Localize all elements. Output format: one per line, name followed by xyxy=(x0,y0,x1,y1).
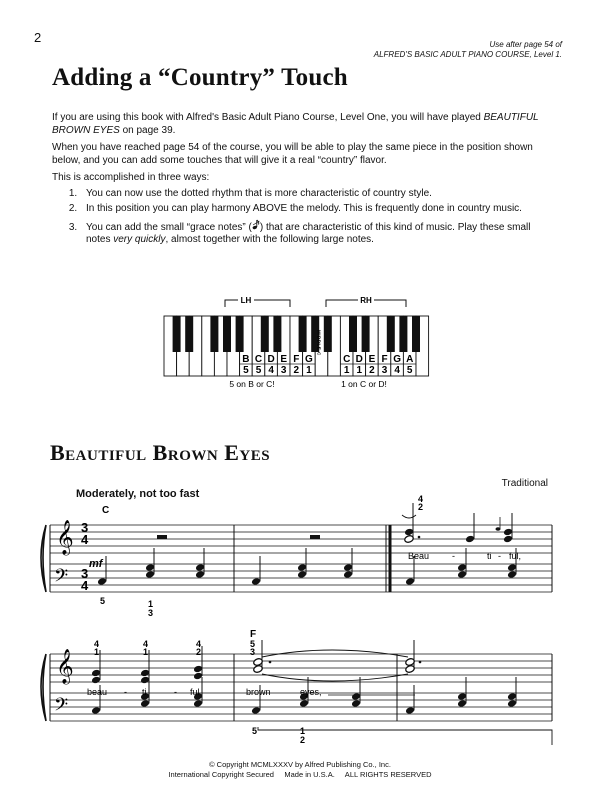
page-number: 2 xyxy=(34,30,42,45)
black-key xyxy=(299,316,307,352)
whole-rest xyxy=(310,535,320,539)
black-key xyxy=(324,316,332,352)
finger-number: 4 xyxy=(418,495,424,504)
key-finger-label: 2 xyxy=(369,365,375,376)
black-key xyxy=(387,316,395,352)
sheet-music xyxy=(0,495,600,755)
finger-number: 1 xyxy=(148,599,154,609)
lyric: ti xyxy=(487,551,492,561)
paragraph-3: This is accomplished in three ways: xyxy=(52,172,210,183)
treble-clef-icon: 𝄞 xyxy=(56,521,74,554)
chord-f: F xyxy=(250,629,257,640)
finger-number: 5 xyxy=(100,596,106,606)
key-finger-label: 5 xyxy=(406,365,413,376)
treble-notes xyxy=(91,640,421,684)
paragraph-1 xyxy=(52,112,556,137)
finger-number: 2 xyxy=(196,647,202,657)
rh-caption: 1 on C or D! xyxy=(341,379,387,389)
lyric: Beau xyxy=(408,551,430,561)
finger-number: 3 xyxy=(148,608,154,618)
item3-text-a: You can add the small “grace notes” ( xyxy=(86,221,252,233)
finger-number: 5 xyxy=(252,726,258,736)
lyric: ful, xyxy=(509,551,522,561)
black-key xyxy=(412,316,420,352)
key-note-label: F xyxy=(293,354,300,365)
key-finger-label: 4 xyxy=(268,365,274,376)
time-sig-bottom-bass: 4 xyxy=(81,578,89,593)
finger-number: 1 xyxy=(94,647,100,657)
treble-clef-icon: 𝄞 xyxy=(56,650,74,683)
use-note xyxy=(302,40,562,60)
finger-number: 4 xyxy=(143,639,149,649)
paragraph-2: When you have reached page 54 of the course, you will be able to play the same piece in the position shown below, and you can add some touches that will give it a real “country” flavor. xyxy=(52,142,533,166)
use-note-line1: Use after page 54 of xyxy=(489,40,562,49)
lh-caption: 5 on B or C! xyxy=(229,379,275,389)
keyboard-diagram xyxy=(150,290,450,390)
item3-text-c: , almost together with the following large notes. xyxy=(165,234,374,245)
bass-clef-icon: 𝄢 xyxy=(54,565,69,590)
time-sig-bottom: 4 xyxy=(81,532,89,547)
p1-song-title: BEAUTIFUL BROWN EYES xyxy=(52,112,539,136)
list-item xyxy=(80,219,556,247)
bass-clef-icon: 𝄢 xyxy=(54,694,69,719)
intro-text xyxy=(52,112,556,250)
key-finger-label: 5 xyxy=(255,365,262,376)
black-key xyxy=(349,316,357,352)
list-item: 1. You can now use the dotted rhythm that is more characteristic of country style. xyxy=(80,188,556,201)
finger-number: 2 xyxy=(418,502,424,512)
finger-number: 5 xyxy=(250,639,256,649)
finger-number: 1 xyxy=(143,647,149,657)
black-key xyxy=(210,316,218,352)
key-finger-label: 4 xyxy=(394,365,400,376)
key-finger-label: 3 xyxy=(280,365,287,376)
grace-note-icon xyxy=(252,219,260,235)
key-note-label: E xyxy=(280,354,288,365)
copyright-line1: © Copyright MCMLXXXV by Alfred Publishing Co., Inc. xyxy=(209,760,391,769)
finger-number: 4 xyxy=(94,639,100,649)
key-finger-label: 5 xyxy=(243,365,249,376)
key-note-label: G xyxy=(393,354,401,365)
lyric: - xyxy=(498,551,501,561)
lyric: - xyxy=(452,551,455,561)
lyric: brown xyxy=(246,687,271,697)
finger-number: 3 xyxy=(250,647,256,657)
key-note-label: B xyxy=(242,354,250,365)
p1-prefix: If you are using this book with Alfred's Basic Adult Piano Course, Level One, you will have played xyxy=(52,112,484,123)
lyric: - xyxy=(124,687,127,697)
ways-list xyxy=(52,188,556,247)
system-2 xyxy=(41,629,552,745)
middle-c-label: MIDDLE C xyxy=(316,330,322,356)
copyright xyxy=(0,760,600,779)
p1-suffix: on page 39. xyxy=(119,124,176,136)
key-finger-label: 1 xyxy=(356,365,363,376)
rh-label: RH xyxy=(360,296,372,305)
system-1 xyxy=(41,495,552,618)
item3-emphasis: very quickly xyxy=(113,234,166,245)
key-note-label: A xyxy=(406,354,414,365)
key-note-label: D xyxy=(355,354,363,365)
treble-staff xyxy=(50,525,552,553)
composer: Traditional xyxy=(501,478,548,489)
lyric: - xyxy=(174,687,177,697)
key-note-label: D xyxy=(267,354,275,365)
lh-bracket xyxy=(225,300,290,307)
key-note-label: C xyxy=(343,354,351,365)
copyright-line2: International Copyright Secured Made in U.S.A. ALL RIGHTS RESERVED xyxy=(168,769,432,779)
whole-rest xyxy=(157,535,167,539)
list-item: 2. In this position you can play harmony ABOVE the melody. This is frequently done in country music. xyxy=(80,203,556,216)
brace xyxy=(41,654,46,721)
brace xyxy=(41,525,46,592)
black-key xyxy=(362,316,370,352)
black-key xyxy=(185,316,193,352)
key-finger-label: 1 xyxy=(306,365,312,376)
key-finger-label: 3 xyxy=(381,365,388,376)
song-title: Beautiful Brown Eyes xyxy=(50,440,271,465)
dynamic-mf: mf xyxy=(89,558,103,570)
treble-staff xyxy=(50,654,552,682)
black-key xyxy=(273,316,281,352)
time-sig-top: 3 xyxy=(81,520,89,535)
black-key xyxy=(236,316,244,352)
key-finger-label: 2 xyxy=(293,365,300,376)
key-note-label: E xyxy=(368,354,376,365)
black-key xyxy=(399,316,407,352)
time-sig-top-bass: 3 xyxy=(81,566,89,581)
key-note-label: G xyxy=(305,354,313,365)
use-note-line2: ALFRED'S BASIC ADULT PIANO COURSE, Level 1. xyxy=(373,50,562,59)
tempo-marking: Moderately, not too fast xyxy=(76,488,200,500)
black-key xyxy=(173,316,181,352)
item3-text-b: ) that are characteristic of this kind of music. Play these small notes xyxy=(86,221,531,245)
lyric: beau xyxy=(87,687,108,697)
key-note-label: F xyxy=(381,354,388,365)
finger-number: 2 xyxy=(300,735,306,745)
page-title: Adding a “Country” Touch xyxy=(52,64,348,91)
lyric: ti xyxy=(142,687,147,697)
lh-label: LH xyxy=(240,296,252,305)
finger-number: 4 xyxy=(196,639,202,649)
black-key xyxy=(223,316,231,352)
black-key xyxy=(261,316,269,352)
chord-c: C xyxy=(102,505,110,516)
lyric: eyes, xyxy=(300,687,322,697)
key-finger-label: 1 xyxy=(343,365,350,376)
lyric: ful xyxy=(190,687,200,697)
key-note-label: C xyxy=(254,354,263,365)
finger-number: 1 xyxy=(300,726,306,736)
